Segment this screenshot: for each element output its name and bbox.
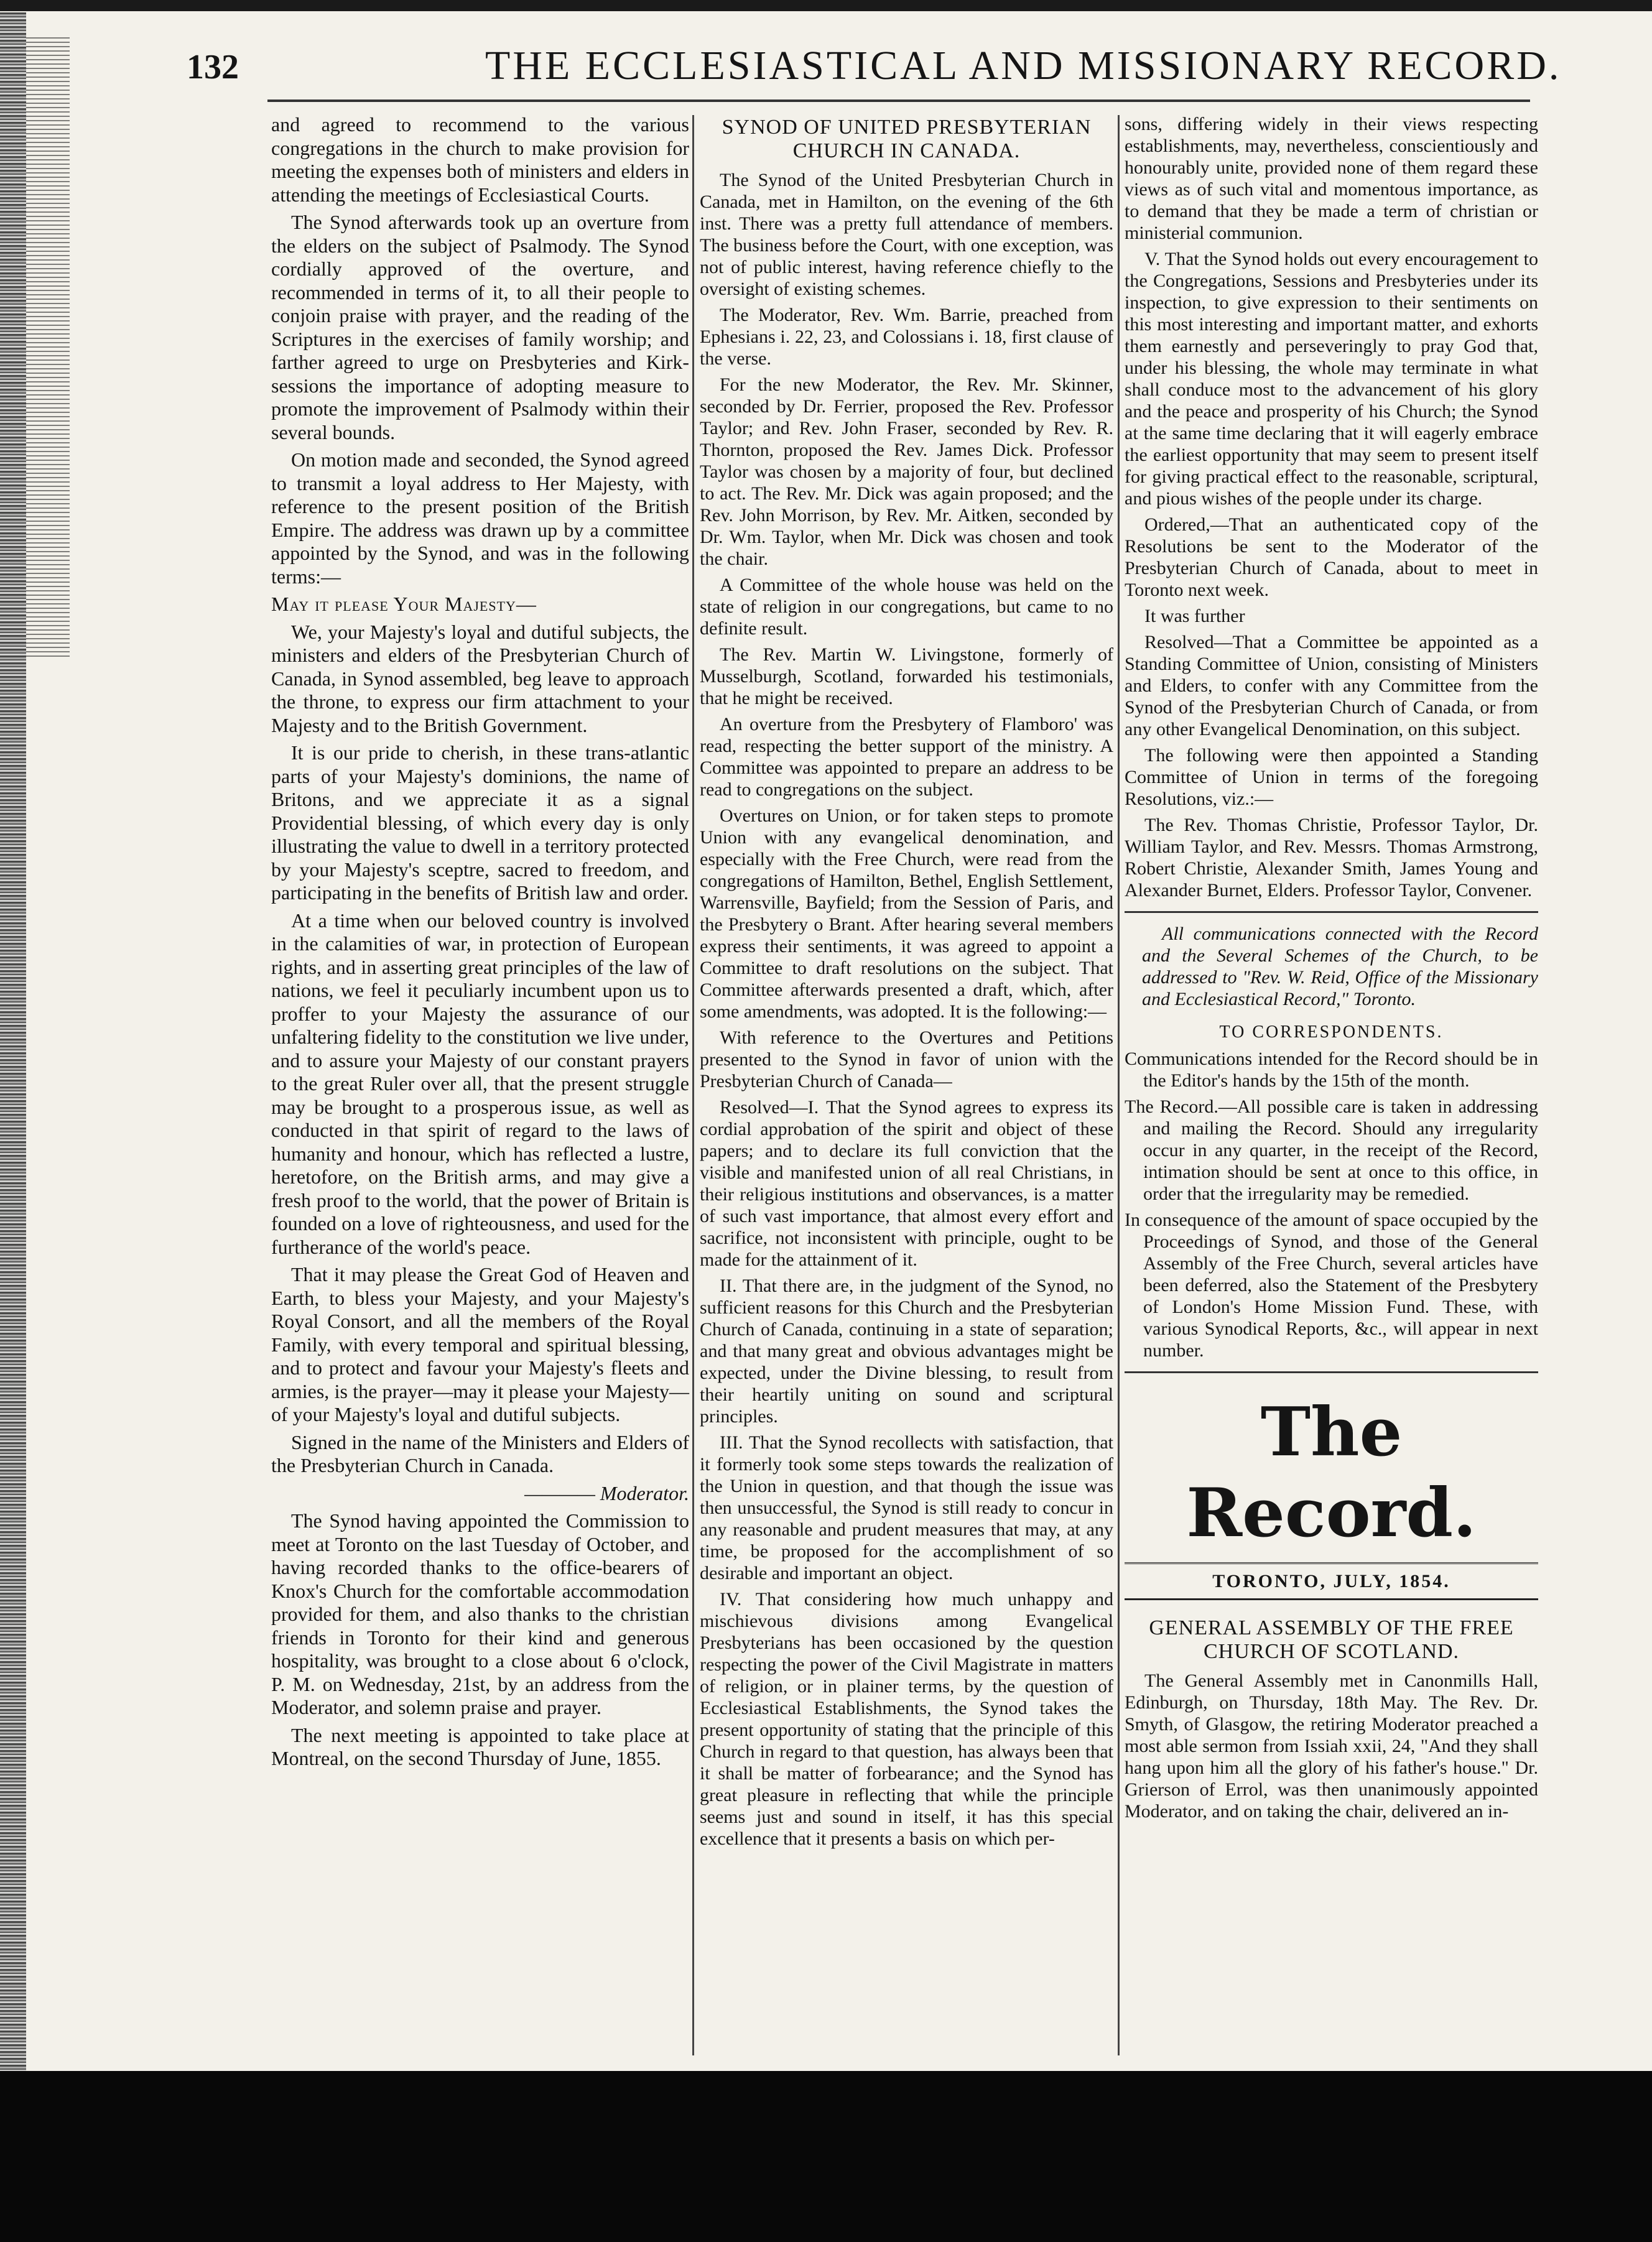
column-2: [700, 113, 1113, 1854]
column-rule-1: [692, 115, 694, 2055]
page-number: 132: [187, 48, 239, 86]
col2-paragraph: Overtures on Union, or for taken steps to promote Union with any evangelical denomination, and especially with the Free Church, were read from the congregations of Hamilton, Bethel, English Settlement, Warrensville, Bayfield; from the Session of Paris, and the Presbytery o Brant. After hearing several members express their sentiments, it was agreed to appoint a Committee to draft resolutions on the subject. That Committee afterwards presented a draft, which, after some amendments, was adopted. It is the following:—: [700, 805, 1113, 1022]
correspondents-note: In consequence of the amount of space occupied by the Proceedings of Synod, and those of the General Assembly of the Free Church, several articles have been deferred, also the Statement of the Presbytery of London's Home Mission Fund. These, with various Synodical Reports, &c., will appear in next number.: [1125, 1210, 1538, 1361]
column-1: [271, 113, 689, 1775]
scan-edge-shadow: [26, 37, 70, 659]
page-header: [187, 42, 1562, 98]
address-paragraph: At a time when our beloved country is involved in the calamities of war, in protection of European rights, and in asserting great principles of the law of nations, we feel it peculiarly incumbent upon us to proffer to your Majesty the assurance of our unfaltering fidelity to the constitution we live under, and to assure your Majesty of our constant prayers to the great Ruler over all, that the present struggle may be brought to a prosperous issue, as well as conducted in that spirit of regard to the laws of humanity and honour, which has reflected a lustre, heretofore, on the British arms, and may give a fresh proof to the world, that the power of Britain is founded on a love of righteousness, and used for the furtherance of the world's peace.: [271, 909, 689, 1258]
communications-notice: All communications connected with the Record and the Several Schemes of the Church, to be addressed to "Rev. W. Reid, Office of the Missionary and Ecclesiastical Record," Toronto.: [1142, 924, 1538, 1009]
col2-paragraph: The Rev. Martin W. Livingstone, formerly of Musselburgh, Scotland, forwarded his testimonials, that he might be received.: [700, 644, 1113, 708]
correspondents-note: The Record.—All possible care is taken in addressing and mailing the Record. Should any irregularity occur in any quarter, in the receipt of the Record, intimation should be sent at once to this office, in order that the irregularity may be remedied.: [1125, 1096, 1538, 1204]
col1-paragraph: and agreed to recommend to the various congregations in the church to make provision for meeting the expenses both of ministers and elders in attending the meetings of Ecclesiastical Courts.: [271, 113, 689, 206]
moderator-signature: ———— Moderator.: [524, 1481, 689, 1504]
col2-paragraph: With reference to the Overtures and Petitions presented to the Synod in favor of union with the Presbyterian Church of Canada—: [700, 1027, 1113, 1091]
header-rule: [267, 100, 1530, 102]
col2-paragraph: A Committee of the whole house was held on the state of religion in our congregations, but came to no definite result.: [700, 575, 1113, 639]
address-paragraph: It is our pride to cherish, in these trans-atlantic parts of your Majesty's dominions, the name of Britons, and we appreciate it as a signal Providential blessing, of which every day is only illustrating the value to dwell in a territory protected by your Majesty's sceptre, sacred to freedom, and participating in the benefits of British law and order.: [271, 741, 689, 904]
col3-paragraph: sons, differing widely in their views respecting establishments, may, nevertheless, conscientiously and honourably unite, provided none of them regard these views as of such vital and momentous importance, as to demand that they be made a term of christian or ministerial communion.: [1125, 114, 1538, 243]
col3-paragraph: Resolved—That a Committee be appointed as a Standing Committee of Union, consisting of Ministers and Elders, to confer with any Committee from the Synod of the Presbyterian Church of Canada, or from any other Evangelical Denomination, on this subject.: [1125, 632, 1538, 739]
col1-paragraph: The Synod having appointed the Commission to meet at Toronto on the last Tuesday of October, and having recorded thanks to the office-bearers of Knox's Church for the comfortable accommodation provided for them, and also thanks to the christian friends in Toronto for their kind and generous hospitality, was brought to a close about 6 o'clock, P. M. on Wednesday, 21st, by an address from the Moderator, and solemn praise and prayer.: [271, 1509, 689, 1718]
col3-paragraph: Ordered,—That an authenticated copy of the Resolutions be sent to the Moderator of the Presbyterian Church of Canada, about to meet in Toronto next week.: [1125, 514, 1538, 600]
correspondents-note: Communications intended for the Record should be in the Editor's hands by the 15th of the month.: [1125, 1049, 1538, 1091]
col1-paragraph: On motion made and seconded, the Synod agreed to transmit a loyal address to Her Majesty, with reference to the present position of the British Empire. The address was drawn up by a committee appointed by the Synod, and was in the following terms:—: [271, 448, 689, 588]
col1-paragraph: The Synod afterwards took up an overture from the elders on the subject of Psalmody. The Synod cordially approved of the overture, and recommended in terms of it, to all their people to conjoin praise with prayer, and the reading of the Scriptures in the exercises of family worship; and farther agreed to urge on Presbyteries and Kirk-sessions the importance of adopting measure to promote the improvement of Psalmody within their several bounds.: [271, 211, 689, 443]
resolution-paragraph: Resolved—I. That the Synod agrees to express its cordial approbation of the spirit and object of these papers; and to declare its full conviction that the visible and manifested union of all real Christians, in their religious institutions and observances, is a matter of such vast importance, that almost every effort and sacrifice, not inconsistent with principle, ought to be made for the attainment of it.: [700, 1097, 1113, 1270]
column-rule-2: [1118, 115, 1120, 2055]
correspondents-heading: TO CORRESPONDENTS.: [1219, 1022, 1444, 1042]
journal-title: THE ECCLESIASTICAL AND MISSIONARY RECORD.: [485, 43, 1562, 88]
resolution-paragraph: IV. That considering how much unhappy and mischievous divisions among Evangelical Presbyterians has been occasioned by the question respecting the power of the Civil Magistrate in matters of religion, or in plainer terms, by the question of Ecclesiastical Establishments, the Synod takes the present opportunity of stating that the principle of this Church in regard to that question, has always been that it shall be matter of forbearance; and the Synod has great pleasure in reflecting that while the principle seems just and sound in itself, it has this special excellence that it presents a basis on which per-: [700, 1589, 1113, 1849]
section-divider: [1125, 1371, 1538, 1373]
col3-paragraph: The following were then appointed a Standing Committee of Union in terms of the foregoing Resolutions, viz.:—: [1125, 745, 1538, 809]
section-divider: [1125, 911, 1538, 913]
dateline: TORONTO, JULY, 1854.: [1125, 1562, 1538, 1600]
col2-paragraph: An overture from the Presbytery of Flamboro' was read, respecting the better support of the ministry. A Committee was appointed to prepare an address to be read to congregations on the subject.: [700, 714, 1113, 800]
scan-binding-edge: [0, 12, 26, 2071]
resolution-paragraph: V. That the Synod holds out every encouragement to the Congregations, Sessions and Presbyteries under its inspection, to give expression to their sentiments on this most interesting and important matter, and exhorts them earnestly and perseveringly to pray God that, under his blessing, the whole may terminate in what shall conduce most to the advancement of his glory and the peace and prosperity of his Church; the Synod at the same time declaring that it will eagerly embrace the earliest opportunity that may seem to present itself for giving practical effect to the reasonable, scriptural, and pious wishes of the people under its charge.: [1125, 249, 1538, 509]
address-paragraph: That it may please the Great God of Heaven and Earth, to bless your Majesty, and your Majesty's Royal Consort, and all the members of the Royal Family, with every temporal and spiritual blessing, and to protect and favour your Majesty's fleets and armies, is the prayer—may it please your Majesty—of your Majesty's loyal and dutiful subjects.: [271, 1263, 689, 1425]
col2-paragraph: For the new Moderator, the Rev. Mr. Skinner, seconded by Dr. Ferrier, proposed the Rev. Professor Taylor; and Rev. John Fraser, seconded by Rev. R. Thornton, proposed the Rev. James Dick. Professor Taylor was chosen by a majority of four, but declined to act. The Rev. Mr. Dick was again proposed; and the Rev. John Morrison, by Rev. Mr. Aitken, seconded by Dr. Wm. Taylor, when Mr. Dick was chosen and took the chair.: [700, 374, 1113, 569]
resolution-paragraph: II. That there are, in the judgment of the Synod, no sufficient reasons for this Church and the Presbyterian Church of Canada, continuing in a state of separation; and that many great and obvious advantages might be expected, under the Divine blessing, to result from their heartily uniting on sound and scriptural principles.: [700, 1276, 1113, 1427]
address-paragraph: We, your Majesty's loyal and dutiful subjects, the ministers and elders of the Presbyterian Church of Canada, in Synod assembled, beg leave to approach the throne, to express our firm attachment to your Majesty and to the British Government.: [271, 620, 689, 736]
resolution-paragraph: III. That the Synod recollects with satisfaction, that it formerly took some steps towards the realization of the Union in question, and that though the issue was then unsuccessful, the Synod is still ready to concur in any reasonable and prudent measures that may, at any time, be proposed for the accomplishment of so desirable and important an object.: [700, 1432, 1113, 1583]
col2-paragraph: The Synod of the United Presbyterian Church in Canada, met in Hamilton, on the evening of the 6th inst. There was a pretty full attendance of members. The business before the Court, with one exception, was not of public interest, having reference chiefly to the oversight of existing schemes.: [700, 170, 1113, 299]
col2-paragraph: The Moderator, Rev. Wm. Barrie, preached from Ephesians i. 22, 23, and Colossians i. 18, first clause of the verse.: [700, 305, 1113, 369]
article-heading: GENERAL ASSEMBLY OF THE FREE CHURCH OF SCOTLAND.: [1149, 1616, 1514, 1663]
record-masthead: The Record.: [1186, 1393, 1477, 1552]
column-3: [1125, 113, 1538, 1827]
col3-paragraph: It was further: [1144, 606, 1245, 626]
col3-paragraph: The General Assembly met in Canonmills Hall, Edinburgh, on Thursday, 18th May. The Rev. Dr. Smyth, of Glasgow, the retiring Moderator preached a most able sermon from Issiah xxii, 24, "And they shall hang upon him all the glory of his father's house." Dr. Grierson of Errol, was then unanimously appointed Moderator, and on taking the chair, delivered an in-: [1125, 1670, 1538, 1822]
address-signing: Signed in the name of the Ministers and Elders of the Presbyterian Church in Canada.: [271, 1430, 689, 1476]
article-heading: SYNOD OF UNITED PRESBYTERIAN CHURCH IN CANADA.: [722, 116, 1092, 162]
address-salutation: May it please Your Majesty—: [271, 593, 537, 615]
scan-top-border: [0, 0, 1652, 11]
scan-bottom-border: [0, 2071, 1652, 2242]
col3-paragraph: The Rev. Thomas Christie, Professor Taylor, Dr. William Taylor, and Rev. Messrs. Thomas Armstrong, Robert Christie, Alexander Smith, James Young and Alexander Burnet, Elders. Professor Taylor, Convener.: [1125, 815, 1538, 901]
col1-paragraph: The next meeting is appointed to take place at Montreal, on the second Thursday of June, 1855.: [271, 1723, 689, 1769]
